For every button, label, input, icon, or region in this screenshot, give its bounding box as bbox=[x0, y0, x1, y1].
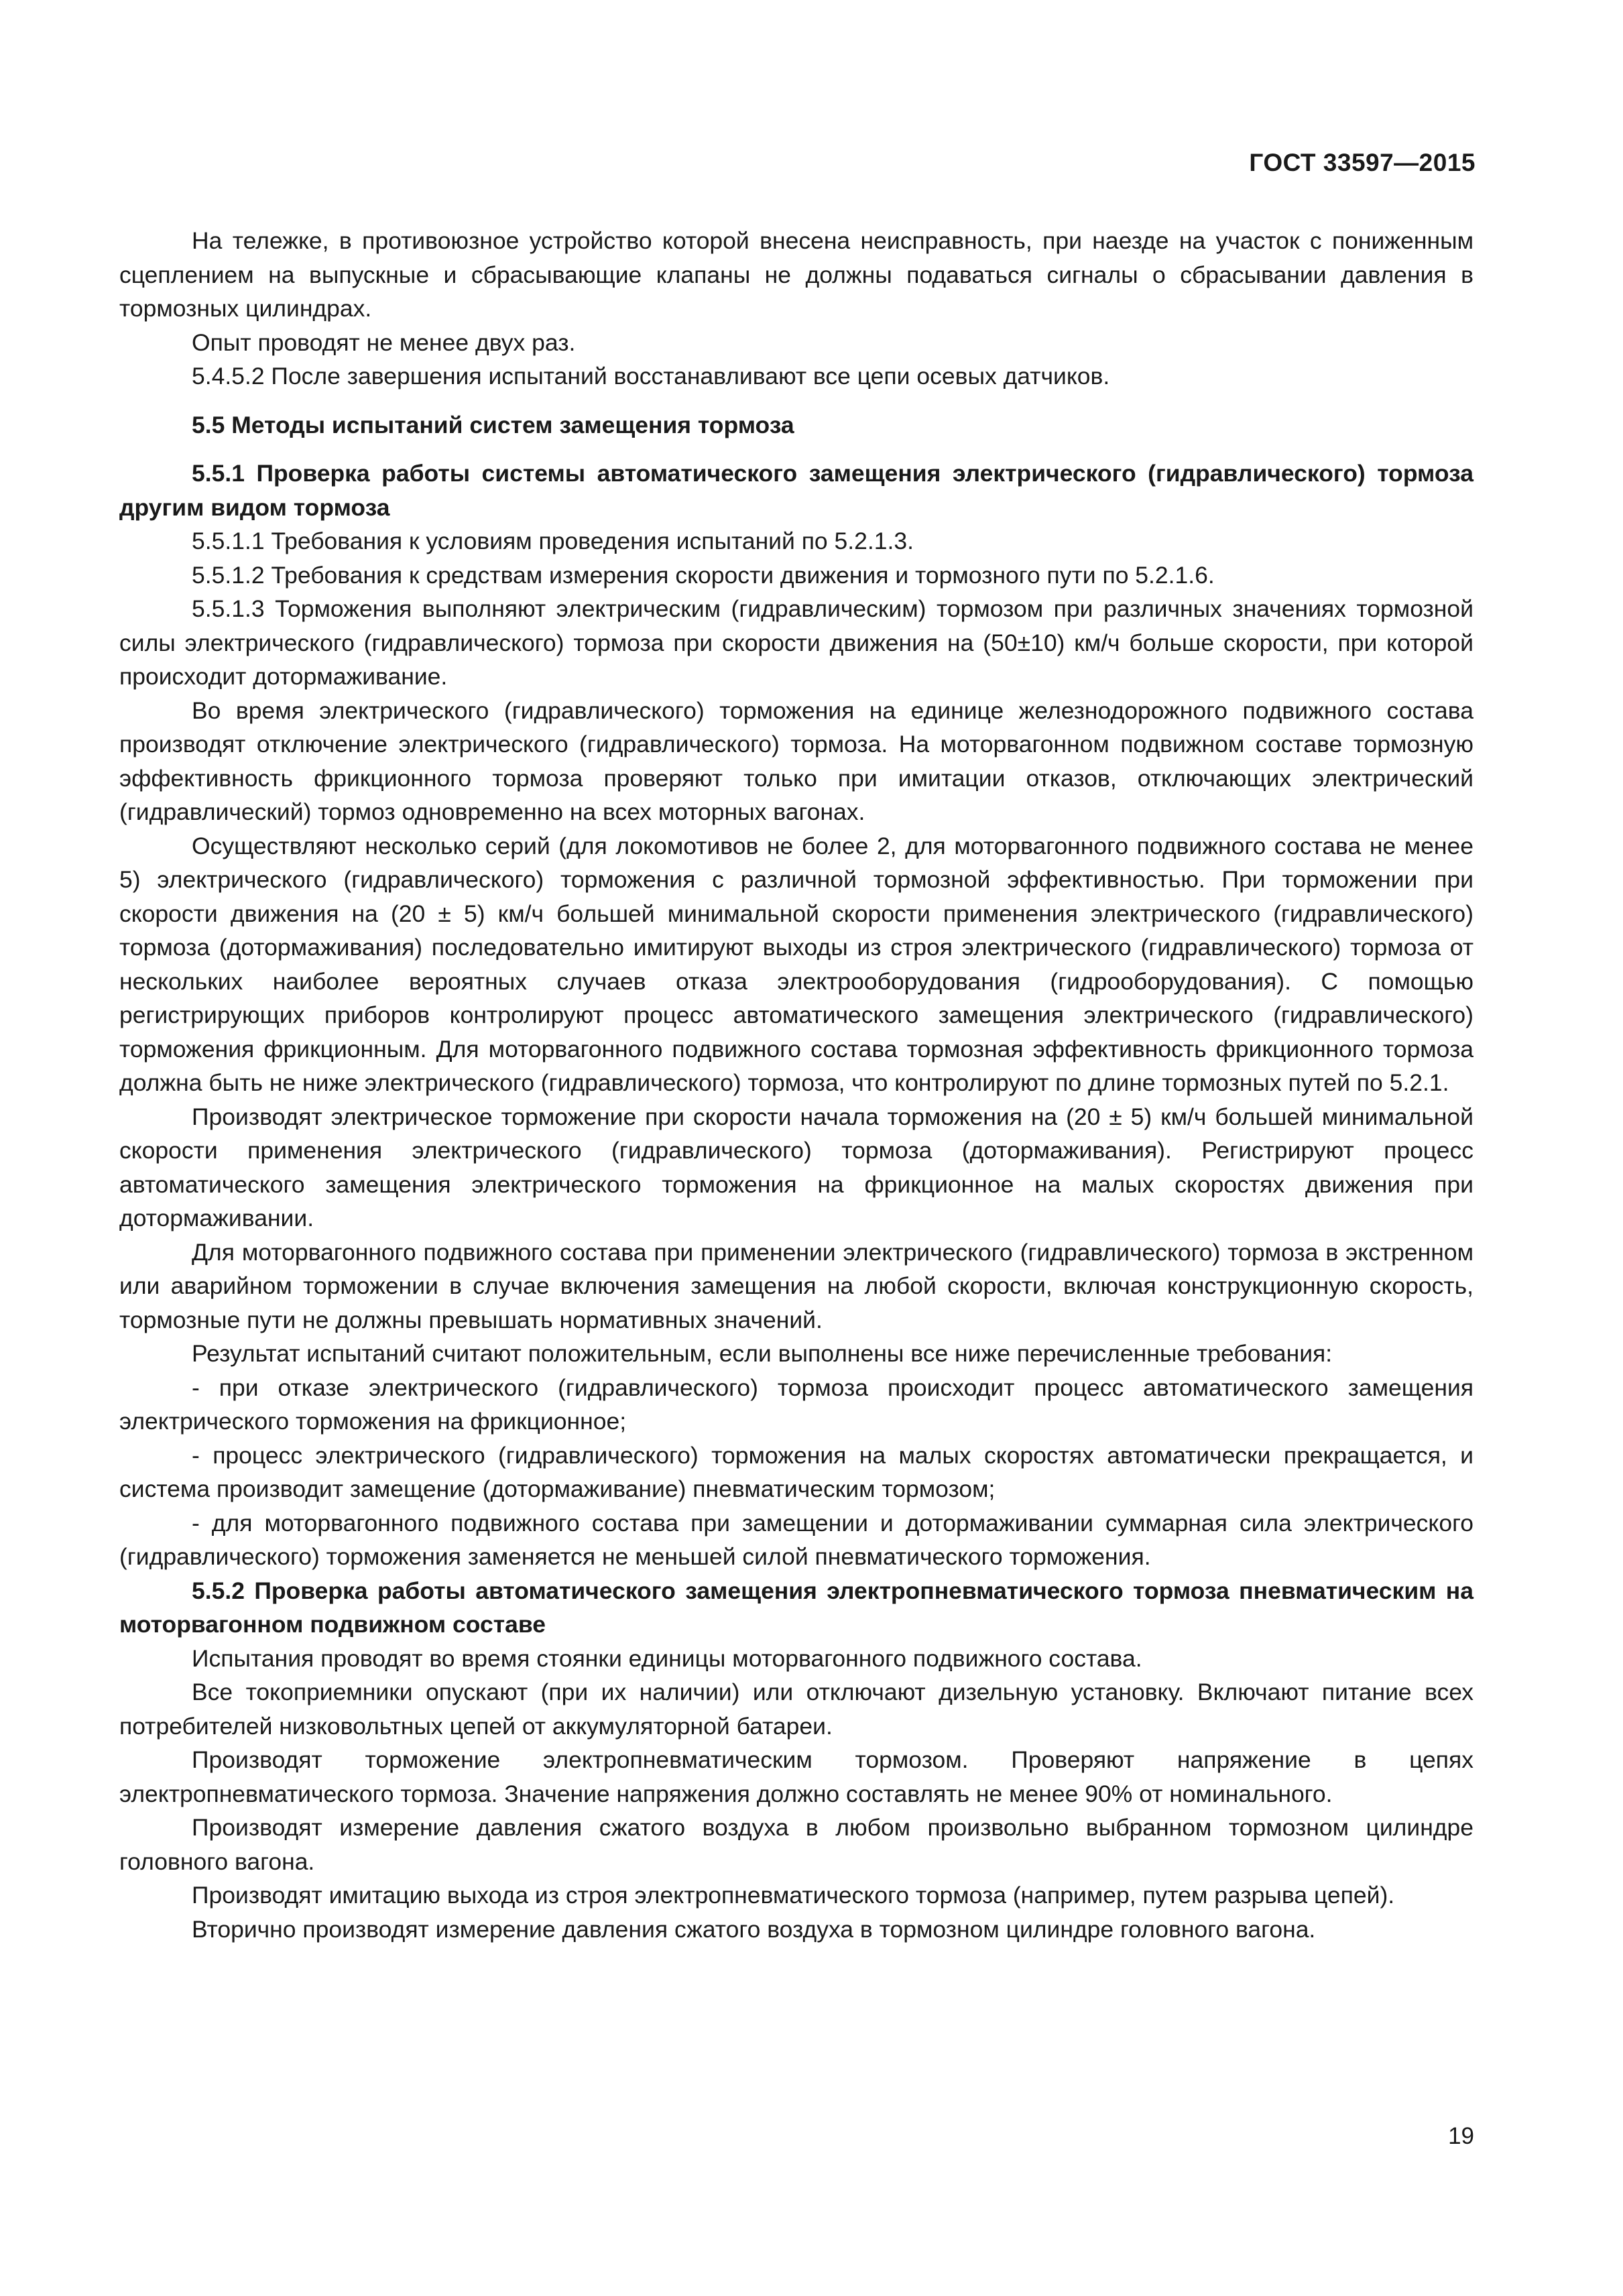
section-heading-5-5-1: 5.5.1 Проверка работы системы автоматического замещения электрического (гидравлического) тормоза другим видом тормоза bbox=[119, 460, 1474, 521]
paragraph: Производят измерение давления сжатого воздуха в любом произвольно выбранном тормозном цилиндре головного вагона. bbox=[119, 1814, 1474, 1875]
paragraph: Вторично производят измерение давления сжатого воздуха в тормозном цилиндре головного вагона. bbox=[192, 1915, 1316, 1943]
paragraph: Для моторвагонного подвижного состава при применении электрического (гидравлического) тормоза в экстренном или аварийном торможении в случае включения замещения на любой скорости, включая конструкционную скорость, тормозные пути не должны превышать нормативных значений. bbox=[119, 1238, 1474, 1333]
list-item: - при отказе электрического (гидравлического) тормоза происходит процесс автоматического замещения электрического торможения на фрикционное; bbox=[119, 1374, 1474, 1435]
paragraph: Производят электрическое торможение при скорости начала торможения на (20 ± 5) км/ч большей минимальной скорости применения электрического (гидравлического) тормоза (дотормаживания). Регистрируют процесс автоматического замещения электрического торможения на фрикционное на малых скоростях движения при дотормаживании. bbox=[119, 1103, 1474, 1231]
document-body bbox=[119, 224, 1474, 1946]
paragraph: Производят торможение электропневматическим тормозом. Проверяют напряжение в цепях электропневматического тормоза. Значение напряжения должно составлять не менее 90% от номинального. bbox=[119, 1746, 1474, 1807]
list-item: - для моторвагонного подвижного состава при замещении и дотормаживании суммарная сила электрического (гидравлического) торможения заменяется не меньшей силой пневматического торможения. bbox=[119, 1509, 1474, 1570]
paragraph: Опыт проводят не менее двух раз. bbox=[192, 328, 576, 356]
page-number: 19 bbox=[1448, 2123, 1474, 2149]
paragraph: Во время электрического (гидравлического) торможения на единице железнодорожного подвижного состава производят отключение электрического (гидравлического) тормоза. На моторвагонном подвижном составе тормозную эффективность фрикционного тормоза проверяют только при имитации отказов, отключающих электрический (гидравлический) тормоз одновременно на всех моторных вагонах. bbox=[119, 697, 1474, 825]
paragraph: Испытания проводят во время стоянки единицы моторвагонного подвижного состава. bbox=[192, 1644, 1142, 1672]
paragraph: Результат испытаний считают положительным, если выполнены все ниже перечисленные требования: bbox=[192, 1340, 1333, 1367]
list-item: - процесс электрического (гидравлического) торможения на малых скоростях автоматически прекращается, и система производит замещение (дотормаживание) пневматическим тормозом; bbox=[119, 1441, 1474, 1502]
paragraph: 5.4.5.2 После завершения испытаний восстанавливают все цепи осевых датчиков. bbox=[192, 363, 1110, 389]
paragraph: Осуществляют несколько серий (для локомотивов не более 2, для моторвагонного подвижного состава не менее 5) электрического (гидравлического) торможения с различной тормозной эффективностью. При торможении при скорости движения на (20 ± 5) км/ч большей минимальной скорости применения электрического (гидравлического) тормоза (дотормаживания) последовательно имитируют выходы из строя электрического (гидравлического) тормоза от нескольких наиболее вероятных случаев отказа электрооборудования (гидрооборудования). С помощью регистрирующих приборов контролируют процесс автоматического замещения электрического (гидравлического) торможения фрикционным. Для моторвагонного подвижного состава тормозная эффективность фрикционного тормоза должна быть не ниже электрического (гидравлического) тормоза, что контролируют по длине тормозных путей по 5.2.1. bbox=[119, 832, 1474, 1096]
paragraph: 5.5.1.1 Требования к условиям проведения испытаний по 5.2.1.3. bbox=[192, 528, 914, 554]
document-code-header: ГОСТ 33597—2015 bbox=[1249, 149, 1476, 176]
paragraph: 5.5.1.3 Торможения выполняют электрическим (гидравлическим) тормозом при различных значениях тормозной силы электрического (гидравлического) тормоза при скорости движения на (50±10) км/ч больше скорости, при которой происходит дотормаживание. bbox=[119, 595, 1474, 690]
paragraph: На тележке, в противоюзное устройство которой внесена неисправность, при наезде на участок с пониженным сцеплением на выпускные и сбрасывающие клапаны не должны подаваться сигналы о сбрасывании давления в тормозных цилиндрах. bbox=[119, 227, 1474, 322]
paragraph: Производят имитацию выхода из строя электропневматического тормоза (например, путем разрыва цепей). bbox=[192, 1882, 1395, 1909]
paragraph: 5.5.1.2 Требования к средствам измерения скорости движения и тормозного пути по 5.2.1.6. bbox=[192, 561, 1215, 589]
section-heading-5-5: 5.5 Методы испытаний систем замещения тормоза bbox=[192, 411, 794, 438]
paragraph: Все токоприемники опускают (при их наличии) или отключают дизельную установку. Включают питание всех потребителей низковольтных цепей от аккумуляторной батареи. bbox=[119, 1679, 1474, 1740]
section-heading-5-5-2: 5.5.2 Проверка работы автоматического замещения электропневматического тормоза пневматическим на моторвагонном подвижном составе bbox=[119, 1577, 1474, 1638]
